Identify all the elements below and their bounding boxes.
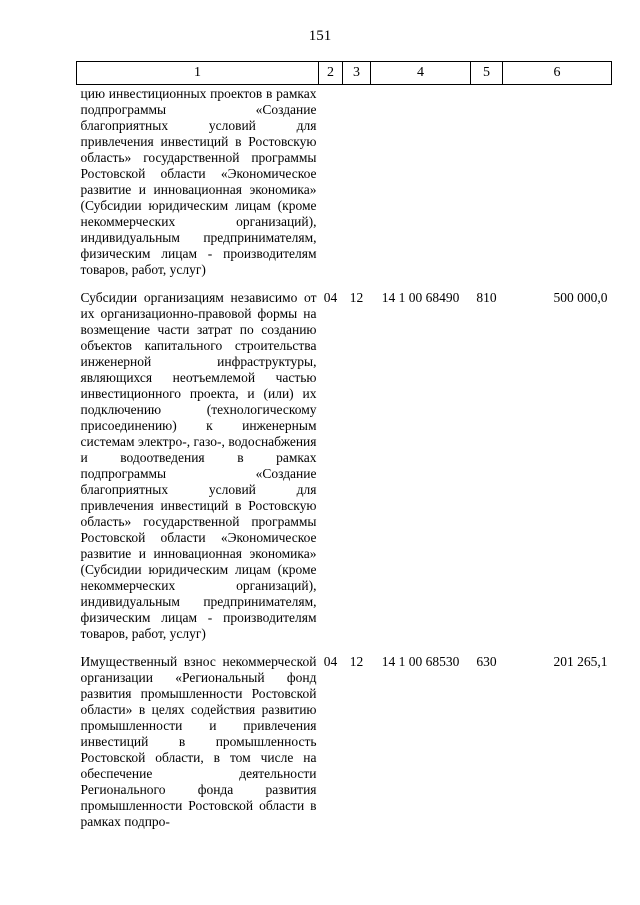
row-section-code: 04	[323, 654, 338, 669]
header-col-1: 1	[77, 62, 319, 85]
table-header-row	[77, 62, 612, 85]
header-col-6: 6	[503, 62, 612, 85]
budget-table	[76, 61, 612, 842]
row-section-code	[319, 85, 343, 291]
row-subsection-code	[343, 85, 371, 291]
row-expense-type	[471, 85, 503, 291]
table-row	[77, 654, 612, 842]
row-amount: 500 000,0	[553, 290, 608, 305]
table-row	[77, 85, 612, 291]
row-description: Субсидии организациям независимо от их организационно-правовой формы на возмещение части затрат по созданию объектов капитального строительства инженерной инфраструктуры, являющихся неотъемлемой частью инвестиционного проекта, и (или) их подключению (технологическому присоединению) к инженерным системам электро-, газо-, водоснабжения и водоотведения в рамках подпрограммы «Создание благоприятных условий для привлечения инвестиций в Ростовскую область» государственной программы Ростовской области «Экономическое развитие и инновационная экономика» (Субсидии юридическим лицам (кроме некоммерческих организаций), индивидуальным предпринимателям, физическим лицам - производителям товаров, работ, услуг)	[80, 290, 317, 641]
row-description: Имущественный взнос некоммерческой организации «Региональный фонд развития промышленности Ростовской области» в целях содействия развитию промышленности и привлечения инвестиций в промышленность Ростовской области, в том числе на обеспечение деятельности Регионального фонда развития промышленности Ростовской области в рамках подпро-	[80, 654, 317, 829]
row-amount: 201 265,1	[553, 654, 608, 669]
row-target-article: 14 1 00 68490	[381, 290, 460, 305]
page-number: 151	[308, 28, 332, 44]
table-row	[77, 290, 612, 654]
header-col-4: 4	[371, 62, 471, 85]
header-col-3: 3	[343, 62, 371, 85]
row-expense-type: 810	[476, 290, 497, 305]
row-subsection-code: 12	[349, 290, 364, 305]
row-target-article: 14 1 00 68530	[381, 654, 460, 669]
row-section-code: 04	[323, 290, 338, 305]
row-description: цию инвестиционных проектов в рамках подпрограммы «Создание благоприятных условий для привлечения инвестиций в Ростовскую область» государственной программы Ростовской области «Экономическое развитие и инновационная экономика» (Субсидии юридическим лицам (кроме некоммерческих организаций), индивидуальным предпринимателям, физическим лицам - производителям товаров, работ, услуг)	[80, 86, 317, 277]
header-col-5: 5	[471, 62, 503, 85]
row-amount	[503, 85, 612, 291]
row-expense-type: 630	[476, 654, 497, 669]
row-subsection-code: 12	[349, 654, 364, 669]
row-target-article	[371, 85, 471, 291]
header-col-2: 2	[319, 62, 343, 85]
